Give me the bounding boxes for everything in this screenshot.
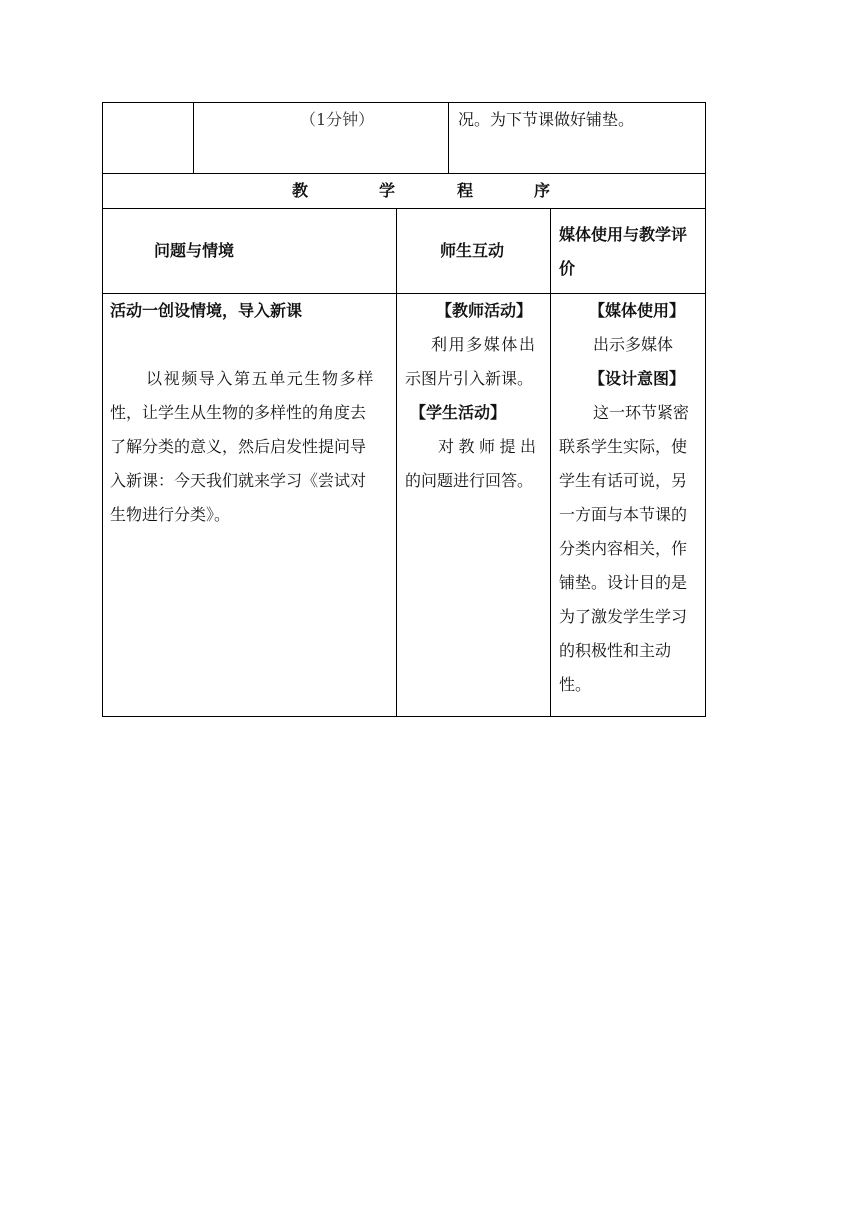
design-intent-line: 为了激发学生学习 (559, 607, 688, 626)
activity-body-line: 性，让学生从生物的多样性的角度去 (110, 403, 367, 422)
design-intent-line: 分类内容相关，作 (559, 539, 688, 558)
teacher-activity-line: 利用多媒体出 (431, 335, 537, 354)
design-intent-line: 的积极性和主动 (559, 641, 672, 660)
heading-char-4: 序 (534, 181, 551, 200)
section-heading (102, 174, 706, 208)
student-activity-line: 对教师提出 (438, 437, 541, 456)
heading-char-3: 程 (457, 181, 474, 200)
top-col-divider-1 (193, 102, 194, 173)
design-intent-label: 【设计意图】 (589, 369, 686, 388)
student-activity-label: 【学生活动】 (410, 403, 507, 422)
row-divider-2 (102, 208, 706, 209)
header-media-line1: 媒体使用与教学评 (559, 225, 688, 244)
header-interaction: 师生互动 (440, 241, 505, 260)
media-use-label: 【媒体使用】 (589, 301, 686, 320)
main-col-divider-2 (550, 208, 551, 716)
activity-body-line: 入新课：今天我们就来学习《尝试对 (110, 471, 367, 490)
heading-char-1: 教 (292, 181, 309, 200)
heading-char-2: 学 (379, 181, 396, 200)
main-col-divider-1 (396, 208, 397, 716)
top-note-text: 况。为下节课做好铺垫。 (458, 110, 635, 129)
top-col-divider-2 (448, 102, 449, 173)
student-activity-line: 的问题进行回答。 (405, 471, 534, 490)
table-border-bottom (102, 716, 706, 717)
design-intent-line: 学生有话可说，另 (559, 471, 688, 490)
design-intent-line: 铺垫。设计目的是 (559, 573, 688, 592)
design-intent-line: 联系学生实际，使 (559, 437, 688, 456)
teacher-activity-line: 示图片引入新课。 (405, 369, 534, 388)
header-media-line2: 价 (559, 259, 576, 278)
teacher-activity-label: 【教师活动】 (436, 301, 533, 320)
design-intent-line: 这一环节紧密 (593, 403, 690, 422)
design-intent-line: 一方面与本节课的 (559, 505, 688, 524)
activity-title: 活动一创设情境，导入新课 (110, 301, 303, 320)
activity-body-line: 生物进行分类》。 (110, 505, 231, 524)
activity-body-line: 了解分类的意义，然后启发性提问导 (110, 437, 367, 456)
duration-text: （1分钟） (300, 110, 375, 129)
header-problem-situation: 问题与情境 (154, 241, 235, 260)
activity-body-line: 以视频导入第五单元生物多样 (146, 369, 375, 388)
media-use-text: 出示多媒体 (593, 335, 674, 354)
design-intent-line: 性。 (559, 675, 592, 694)
